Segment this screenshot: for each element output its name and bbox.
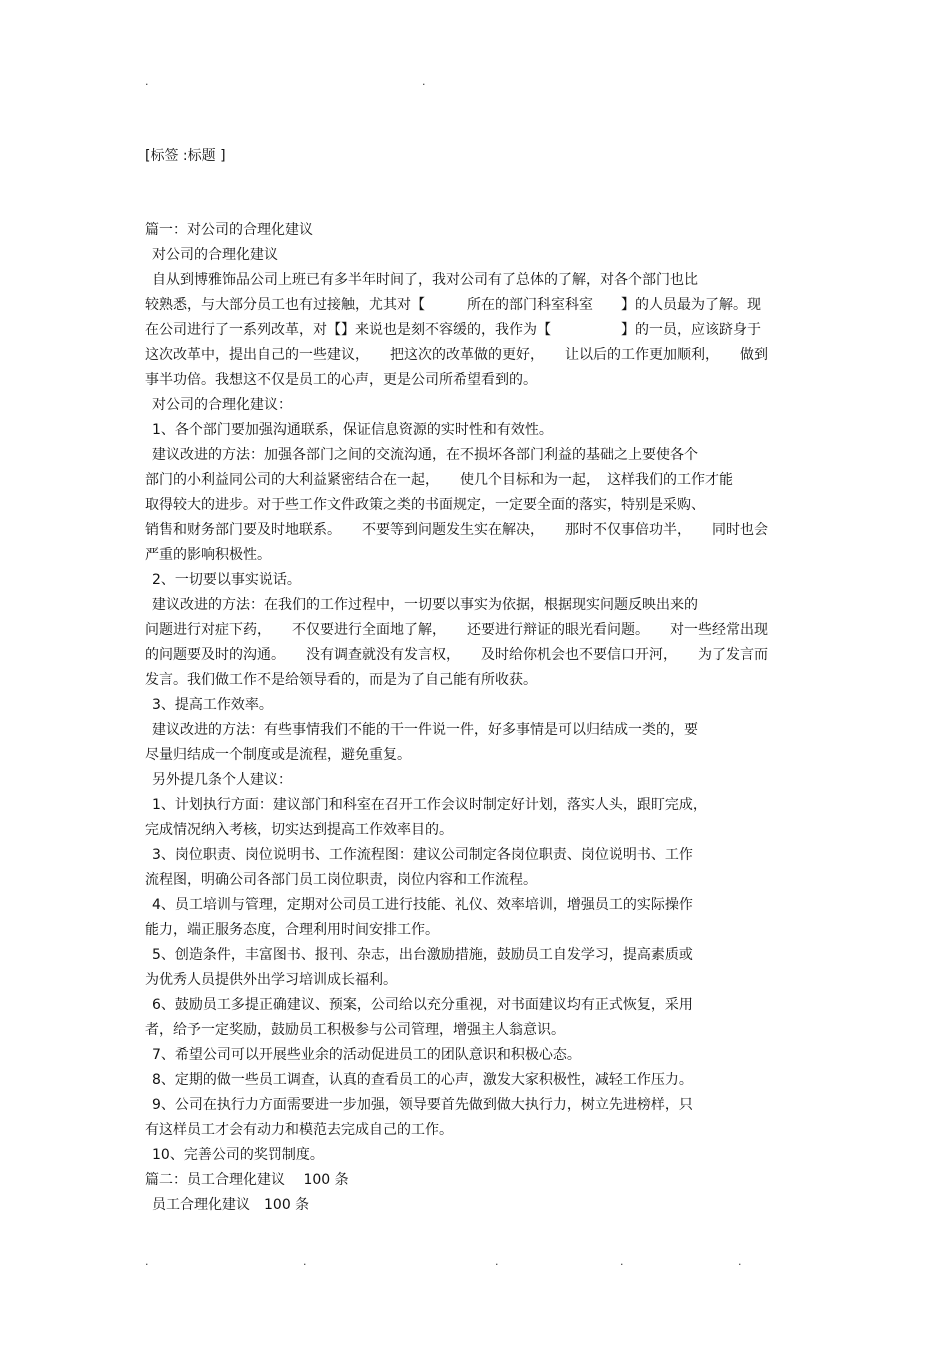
sub-heading-2: 员工合理化建议 100 条 bbox=[152, 1197, 310, 1213]
paragraph-line: 取得较大的进步。对于些工作文件政策之类的书面规定，一定要全面的落实，特别是采购、 bbox=[145, 497, 705, 513]
list-item: 9、公司在执行力方面需要进一步加强，领导要首先做到做大执行力，树立先进榜样，只 bbox=[152, 1097, 693, 1113]
list-item: 1、各个部门要加强沟通联系，保证信息资源的实时性和有效性。 bbox=[152, 422, 553, 438]
list-item: 2、一切要以事实说话。 bbox=[152, 572, 301, 588]
paragraph-line: 的问题要及时的沟通。 没有调查就没有发言权， 及时给你机会也不要信口开河， 为了发言而 bbox=[145, 647, 768, 663]
section-heading-2: 篇二：员工合理化建议 100 条 bbox=[145, 1172, 349, 1188]
list-item: 7、希望公司可以开展些业余的活动促进员工的团队意识和积极心态。 bbox=[152, 1047, 581, 1063]
paragraph-line: 自从到博雅饰品公司上班已有多半年时间了，我对公司有了总体的了解，对各个部门也比 bbox=[152, 272, 698, 288]
paragraph-line: 有这样员工才会有动力和模范去完成自己的工作。 bbox=[145, 1122, 453, 1138]
paragraph-line: 能力，端正服务态度，合理利用时间安排工作。 bbox=[145, 922, 439, 938]
paragraph-line: 流程图，明确公司各部门员工岗位职责，岗位内容和工作流程。 bbox=[145, 872, 537, 888]
paragraph-line: 较熟悉，与大部分员工也有过接触，尤其对【 所在的部门科室科室 】的人员最为了解。现 bbox=[145, 297, 761, 313]
list-item: 5、创造条件，丰富图书、报刊、杂志，出台激励措施，鼓励员工自发学习，提高素质或 bbox=[152, 947, 693, 963]
paragraph-line: 完成情况纳入考核，切实达到提高工作效率目的。 bbox=[145, 822, 453, 838]
paragraph-line: 部门的小利益同公司的大利益紧密结合在一起， 使几个目标和为一起， 这样我们的工作才能 bbox=[145, 472, 733, 488]
list-item: 1、计划执行方面：建议部门和科室在召开工作会议时制定好计划，落实人头，跟盯完成， bbox=[152, 797, 707, 813]
paragraph-line: 另外提几条个人建议： bbox=[152, 772, 292, 788]
sub-heading-1: 对公司的合理化建议 bbox=[152, 247, 278, 263]
document-body bbox=[145, 218, 805, 1218]
paragraph-line: 销售和财务部门要及时地联系。 不要等到问题发生实在解决， 那时不仅事倍功半， 同时也会 bbox=[145, 522, 768, 538]
paragraph-line: 发言。我们做工作不是给领导看的，而是为了自己能有所收获。 bbox=[145, 672, 537, 688]
list-item: 4、员工培训与管理，定期对公司员工进行技能、礼仪、效率培训，增强员工的实际操作 bbox=[152, 897, 693, 913]
footer-dot-5: . bbox=[738, 1255, 742, 1268]
list-item: 3、提高工作效率。 bbox=[152, 697, 273, 713]
paragraph-line: 问题进行对症下药， 不仅要进行全面地了解， 还要进行辩证的眼光看问题。 对一些经常出现 bbox=[145, 622, 768, 638]
paragraph-line: 者，给予一定奖励，鼓励员工积极参与公司管理，增强主人翁意识。 bbox=[145, 1022, 565, 1038]
footer-dot-2: . bbox=[303, 1255, 307, 1268]
paragraph-line: 事半功倍。我想这不仅是员工的心声，更是公司所希望看到的。 bbox=[145, 372, 537, 388]
paragraph-line: 建议改进的方法：加强各部门之间的交流沟通，在不损坏各部门利益的基础之上要使各个 bbox=[152, 447, 698, 463]
paragraph-line: 这次改革中，提出自己的一些建议， 把这次的改革做的更好， 让以后的工作更加顺利， 做到 bbox=[145, 347, 768, 363]
paragraph-line: 建议改进的方法：有些事情我们不能的干一件说一件，好多事情是可以归结成一类的，要 bbox=[152, 722, 698, 738]
paragraph-line: 在公司进行了一系列改革，对【】来说也是刻不容缓的，我作为【 】的一员，应该跻身于 bbox=[145, 322, 761, 338]
paragraph-line: 对公司的合理化建议： bbox=[152, 397, 292, 413]
footer-dot-1: . bbox=[145, 1255, 149, 1268]
footer-dot-4: . bbox=[620, 1255, 624, 1268]
list-item: 3、岗位职责、岗位说明书、工作流程图：建议公司制定各岗位职责、岗位说明书、工作 bbox=[152, 847, 693, 863]
list-item: 10、完善公司的奖罚制度。 bbox=[152, 1147, 324, 1163]
list-item: 6、鼓励员工多提正确建议、预案，公司给以充分重视，对书面建议均有正式恢复，采用 bbox=[152, 997, 693, 1013]
tag-line: [标签 :标题 ] bbox=[145, 148, 226, 164]
paragraph-line: 严重的影响积极性。 bbox=[145, 547, 271, 563]
paragraph-line: 尽量归结成一个制度或是流程，避免重复。 bbox=[145, 747, 411, 763]
section-heading-1: 篇一：对公司的合理化建议 bbox=[145, 222, 313, 238]
header-dot-left: . bbox=[145, 75, 149, 88]
list-item: 8、定期的做一些员工调查，认真的查看员工的心声，激发大家积极性，减轻工作压力。 bbox=[152, 1072, 693, 1088]
header-dot-right: . bbox=[422, 75, 426, 88]
paragraph-line: 建议改进的方法：在我们的工作过程中，一切要以事实为依据，根据现实问题反映出来的 bbox=[152, 597, 698, 613]
paragraph-line: 为优秀人员提供外出学习培训成长福利。 bbox=[145, 972, 397, 988]
footer-dot-3: . bbox=[495, 1255, 499, 1268]
